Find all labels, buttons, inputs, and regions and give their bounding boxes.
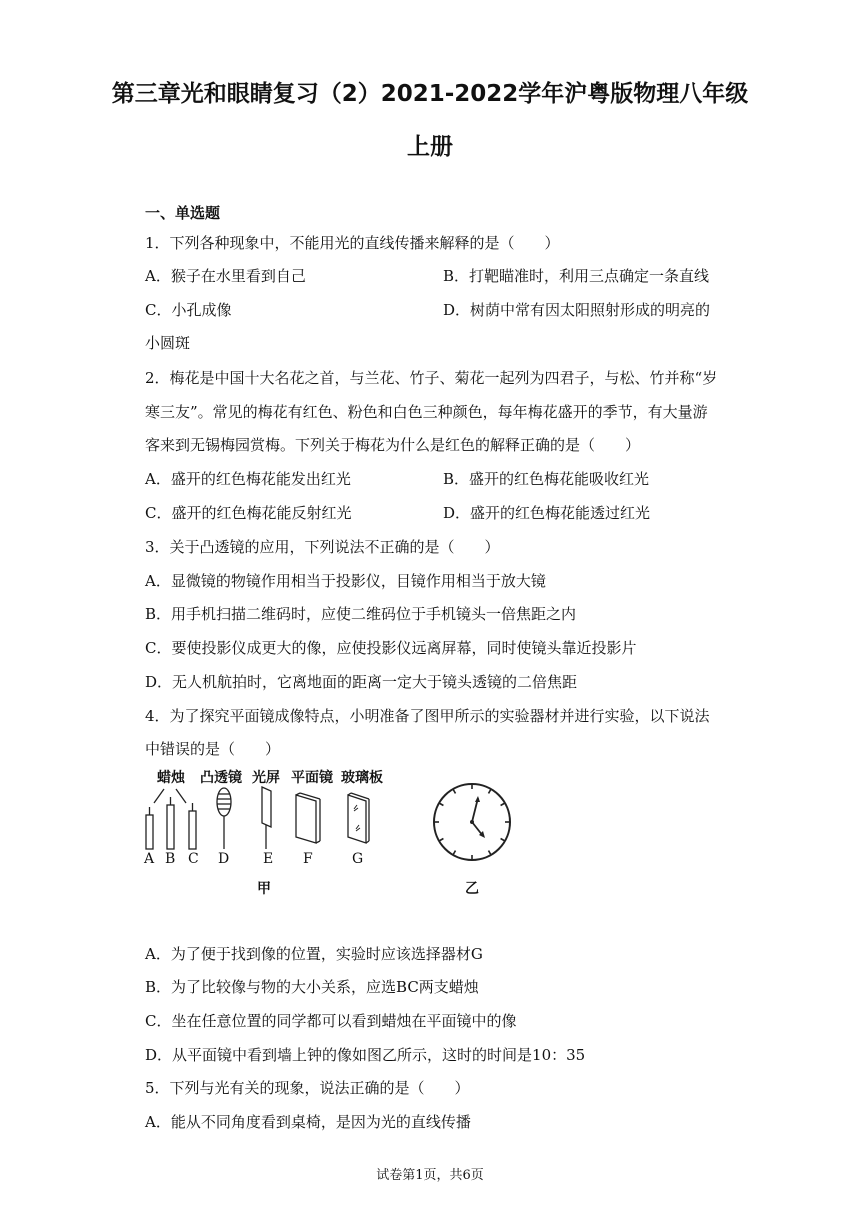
glass-plate-icon: [348, 793, 369, 843]
q1-option-b: B．打靶瞄准时，利用三点确定一条直线: [443, 267, 710, 285]
q3-stem: 3．关于凸透镜的应用，下列说法不正确的是（ ）: [145, 538, 500, 556]
convex-lens-icon: [217, 788, 231, 849]
q1-option-a: A．猴子在水里看到自己: [145, 267, 306, 285]
letter-f: F: [303, 851, 313, 867]
q2-option-c: C．盛开的红色梅花能反射红光: [145, 504, 352, 522]
q1-option-d-continued: 小圆斑: [145, 334, 191, 352]
label-convex-lens: 凸透镜: [200, 770, 242, 786]
candle-c-icon: [189, 803, 196, 849]
candle-pointer-line-a: [154, 789, 164, 803]
q4-option-a: A．为了便于找到像的位置，实验时应该选择器材G: [145, 945, 483, 963]
figure-jia-apparatus: [138, 785, 388, 855]
candle-pointer-line-b: [176, 789, 186, 803]
page-footer: 试卷第1页，共6页: [376, 1168, 484, 1183]
caption-jia: 甲: [257, 881, 271, 897]
q2-option-d: D．盛开的红色梅花能透过红光: [443, 504, 651, 522]
document-title: [0, 68, 860, 174]
q4-option-d: D．从平面镜中看到墙上钟的像如图乙所示，这时的时间是10：35: [145, 1046, 586, 1064]
q1-option-d: D．树荫中常有因太阳照射形成的明亮的: [443, 301, 711, 319]
q1-option-c: C．小孔成像: [145, 301, 232, 319]
letter-g: G: [352, 851, 364, 867]
label-plane-mirror: 平面镜: [291, 770, 333, 786]
title-line-2: 上册: [407, 134, 453, 160]
q2-stem-line-2: 寒三友”。常见的梅花有红色、粉色和白色三种颜色，每年梅花盛开的季节，有大量游: [145, 403, 708, 421]
q2-option-a: A．盛开的红色梅花能发出红光: [145, 470, 351, 488]
letter-a: A: [144, 851, 155, 867]
clock-mirror-image-icon: [430, 780, 514, 864]
q4-option-c: C．坐在任意位置的同学都可以看到蜡烛在平面镜中的像: [145, 1012, 517, 1030]
q2-stem-line-3: 客来到无锡梅园赏梅。下列关于梅花为什么是红色的解释正确的是（ ）: [145, 436, 641, 454]
q2-stem-line-1: 2．梅花是中国十大名花之首，与兰花、竹子、菊花一起列为四君子，与松、竹并称“岁: [145, 369, 718, 387]
letter-e: E: [263, 851, 274, 867]
label-candle: 蜡烛: [157, 770, 185, 786]
q1-stem: 1．下列各种现象中，不能用光的直线传播来解释的是（ ）: [145, 234, 560, 252]
caption-yi: 乙: [465, 881, 479, 897]
candle-a-icon: [146, 807, 153, 849]
q4-stem-line-1: 4．为了探究平面镜成像特点，小明准备了图甲所示的实验器材并进行实验，以下说法: [145, 707, 710, 725]
title-line-1: 第三章光和眼睛复习（2）2021-2022学年沪粤版物理八年级: [111, 81, 749, 107]
q3-option-c: C．要使投影仪成更大的像，应使投影仪远离屏幕，同时使镜头靠近投影片: [145, 639, 637, 657]
letter-c: C: [188, 851, 199, 867]
plane-mirror-icon: [296, 793, 320, 843]
label-light-screen: 光屏: [252, 770, 280, 786]
label-glass-plate: 玻璃板: [341, 770, 383, 786]
light-screen-icon: [262, 787, 271, 849]
q5-stem: 5．下列与光有关的现象，说法正确的是（ ）: [145, 1079, 470, 1097]
candle-b-icon: [167, 797, 174, 849]
letter-b: B: [165, 851, 176, 867]
letter-d: D: [218, 851, 230, 867]
q4-option-b: B．为了比较像与物的大小关系，应选BC两支蜡烛: [145, 978, 479, 996]
q5-option-a: A．能从不同角度看到桌椅，是因为光的直线传播: [145, 1113, 471, 1131]
section-heading: 一、单选题: [145, 204, 221, 222]
q3-option-d: D．无人机航拍时，它离地面的距离一定大于镜头透镜的二倍焦距: [145, 673, 578, 691]
q3-option-a: A．显微镜的物镜作用相当于投影仪，目镜作用相当于放大镜: [145, 572, 546, 590]
q2-option-b: B．盛开的红色梅花能吸收红光: [443, 470, 650, 488]
q3-option-b: B．用手机扫描二维码时，应使二维码位于手机镜头一倍焦距之内: [145, 605, 577, 623]
q4-stem-line-2: 中错误的是（ ）: [145, 740, 281, 758]
